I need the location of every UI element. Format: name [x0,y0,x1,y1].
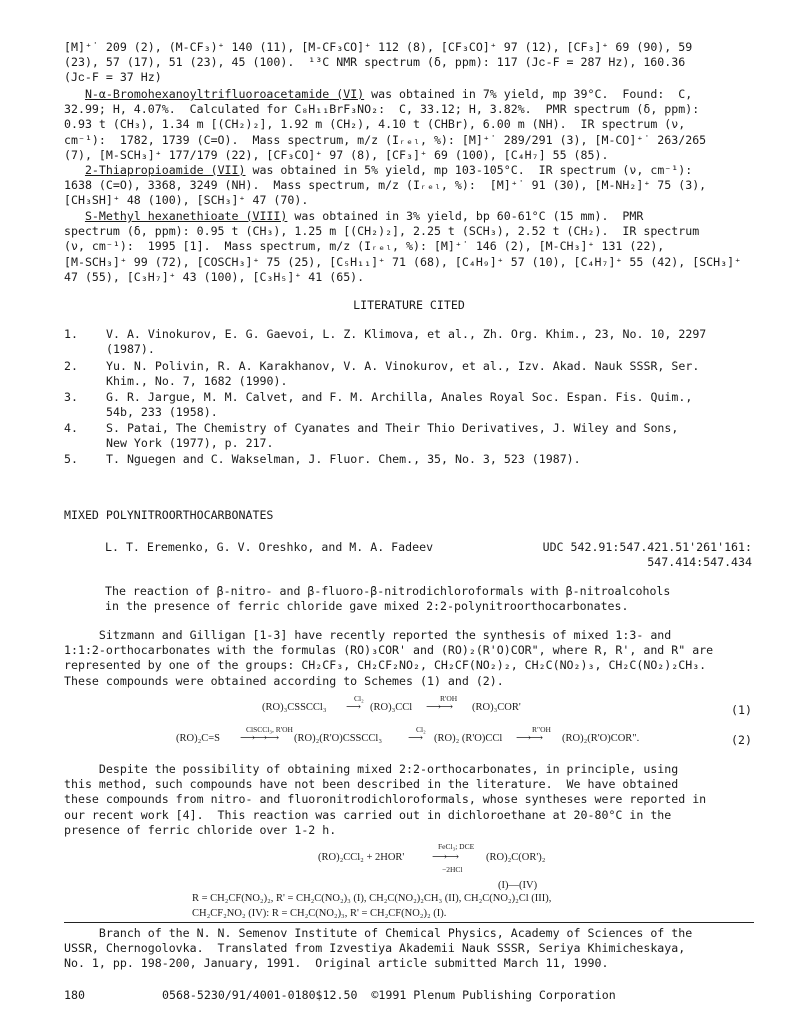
document-page: [M]⁺˙ 209 (2), (M-CF₃)⁺ 140 (11), [M-CF₃CO]⁺ 112 (8), [CF₃CO]⁺ 97 (12), [CF₃]⁺ 69 (90), 59 (23), 57 (17), 51 (23), 45 (100). ¹³C NMR spectrum (δ, ppm): 117 (Jᴄ-F = 287 Hz), 160.36 (Jᴄ-F = 37 Hz) N-α-Bromohexanoyltrifluoroacetamide (VI) was obtained in 7% yield, mp 39°C. Found: C, 32.99; H, 4.07%. Calculated for C₈H₁₁BrF₃NO₂: C, 33.12; H, 3.82%. PMR spectrum (δ, ppm): 0.93 t (CH₃), 1.34 m [(CH₂)₂], 1.92 m (CH₂), 4.10 t (CHBr), 6.00 m (NH). IR spectrum (ν, cm⁻¹): 1782, 1739 (C=O). Mass spectrum, m/z (Iᵣₑₗ, %): [M]⁺˙ 289/291 (3), [M-CO]⁺˙ 263/265 (7), [M-SCH₃]⁺ 177/179 (22), [CF₃CO]⁺ 97 (8), [CF₃]⁺ 69 (100), [C₄H₇] 55 (85). 2-Thiapropioamide (VII) was obtained in 5% yield, mp 103-105°C. IR spectrum (ν, cm⁻¹): 1638 (C=O), 3368, 3249 (NH). Mass spectrum, m/z (Iᵣₑₗ, %): [M]⁺˙ 91 (30), [M-NH₂]⁺ 75 (3), [CH₃SH]⁺ 48 (100), [SCH₃]⁺ 47 (70). S-Methyl hexanethioate (VIII) was obtained in 3% yield, bp 60-61°C (15 mm). PMR spectrum (δ, ppm): 0.95 t (CH₃), 1.25 m [(CH₂)₂], 2.25 t (SCH₃), 2.52 t (CH₂). IR spectrum (ν, cm⁻¹): 1995 [1]. Mass spectrum, m/z (Iᵣₑₗ, %): [M]⁺˙ 146 (2), [M-CH₃]⁺ 131 (22), [M-SCH₃]⁺ 99 (72), [COSCH₃]⁺ 75 (25), [C₅H₁₁]⁺ 71 (68), [C₄H₉]⁺ 57 (10), [C₄H₇]⁺ 55 (42), [SCH₃]⁺ 47 (55), [C₃H₇]⁺ 43 (100), [C₃H₅]⁺ 41 (65). LITERATURE CITED 1. V. A. Vinokurov, E. G. Gaevoi, L. Z. Klimova, et al., Zh. Org. Khim., 23, No. 10, 2297 (1987). 2. Yu. N. Polivin, R. A. Karakhanov, V. A. Vinokurov, et al., Izv. Akad. Nauk SSSR, Ser. Khim., No. 7, 1682 (1990). 3. G. R. Jargue, M. M. Calvet, and F. M. Archilla, Anales Royal Soc. Espan. Fis. Quim., 54b, 233 (1958). 4. S. Patai, The Chemistry of Cyanates and Their Thio Derivatives, J. Wiley and Sons, New York (1977), p. 217. 5. T. Nguegen and C. Wakselman, J. Fluor. Chem., 35, No. 3, 523 (1987). MIXED POLYNITROORTHOCARBONATES L. T. Eremenko, G. V. Oreshko, and M. A. Fadeev UDC 542.91:547.421.51'261'161: 547.414:547.434 The reaction of β-nitro- and β-fluoro-β-nitrodichloroformals with β-nitroalcohols in the presence of ferric chloride gave mixed 2:2-polynitroorthocarbonates. Sitzmann and Gilligan [1-3] have recently reported the synthesis of mixed 1:3- and 1:1:2-orthocarbonates with the formulas (RO)₃COR' and (RO)₂(R'O)COR", where R, R', and R" are represented by one of the groups: CH₂CF₃, CH₂CF₂NO₂, CH₂CF(NO₂)₂, CH₂C(NO₂)₃, CH₂C(NO₂)₂CH₃. These compounds were obtained according to Schemes (1) and (2). (RO)₃CSSCCl₃ Cl₂ ⟶ (RO)₃CCl R'OH ⟶⟶ (RO)₃COR' (1) (RO)₂C=S ClSCCl₃, R'OH ⟶⟶⟶ (RO)₂(R'O)CSSCCl₃ Cl₂ ⟶ (RO)₂ (R'O)CCl R"OH ⟶⟶ (RO)₂(R'O)COR". (2) Despite the possibility of obtaining mixed 2:2-orthocarbonates, in principle, using this method, such compounds have not been described in the literature. We have obtained these compounds from nitro- and fluoronitrodichloroformals, whose syntheses were reported in our recent work [4]. This reaction was carried out in dichloroethane at 20-80°C in the presence of ferric chloride over 1-2 h. (RO)₂CCl₂ + 2HOR' FeCl₃; DCE ⟶⟶ −2HCl (RO)₂C(OR')₂ (I)—(IV) R = CH₂CF(NO₂)₂, R' = CH₂C(NO₂)₃ (I), CH₂C(NO₂)₂CH₃ (II), CH₂C(NO₂)₂Cl (III), CH₂CF₂NO₂ (IV): R = CH₂C(NO₂)₃, R' = CH₂CF(NO₂)₂ (I). Branch of the N. N. Semenov Institute of Chemical Physics, Academy of Sciences of the USSR, Chernogolovka. Translated from Izvestiya Akademii Nauk SSSR, Seriya Khimicheskaya, No. 1, pp. 198-200, January, 1991. Original article submitted March 11, 1990. 180 0568-5230/91/4001-0180$12.50 ©1991 Plenum Publishing Corporation [64,40,752,1002]
article-title: MIXED POLYNITROORTHOCARBONATES [64,508,274,522]
affiliation-footnote: Branch of the N. N. Semenov Institute of Chemical Physics, Academy of Sciences of the USSR, Chernogolovka. Translated from Izvestiya Akademii Nauk SSSR, Seriya Khimicheskaya, No. 1, pp. 198-200, January, 1991. Original article submitted March 11, 1990. [64,926,693,971]
substituent-definitions: R = CH₂CF(NO₂)₂, R' = CH₂C(NO₂)₃ (I), CH₂C(NO₂)₂CH₃ (II), CH₂C(NO₂)₂Cl (III), [192,893,552,904]
product-label: (I)—(IV) [498,880,538,891]
equation-number: (1) [731,703,752,717]
compound-vii-name: 2-Thiapropioamide (VII) [84,163,246,177]
reaction-arrow-icon: ⟶⟶ [516,733,541,744]
reaction-arrow-icon: ⟶⟶ [426,702,451,713]
reaction-scheme-2 [176,725,676,749]
arrow-label: R"OH [532,725,551,734]
literature-heading: LITERATURE CITED [353,298,465,312]
abstract: The reaction of β-nitro- and β-fluoro-β-nitrodichloroformals with β-nitroalcohols in the presence of ferric chloride gave mixed 2:2-polynitroorthocarbonates. [105,584,671,614]
reference-number: 2. [64,359,78,373]
scheme-intermediate: (RO)₂ (R'O)CCl [434,733,503,744]
reference-number: 3. [64,390,78,404]
scheme-reactant: (RO)₃CSSCCl₃ [262,702,327,713]
text-line: 0.93 t (CH₃), 1.34 m [(CH₂)₂], 1.92 m (CH₂), 4.10 t (CHBr), 6.00 m (NH). IR spectrum (ν, [64,117,686,132]
top-spectrum-text [64,40,754,86]
footnote-divider [64,922,754,923]
arrow-label: Cl₂ [354,694,364,703]
arrow-label: R'OH [440,694,458,703]
udc-code: UDC 542.91:547.421.51'261'161: 547.414:547.434 [542,540,752,570]
results-paragraph: Despite the possibility of obtaining mixed 2:2-orthocarbonates, in principle, using this method, such compounds have not been described in the literature. We have obtained these compounds from nitro- and fluoronitrodichloroformals, whose syntheses were reported in our recent work [4]. This reaction was carried out in dichloroethane at 20-80°C in the presence of ferric chloride over 1-2 h. [64,762,707,837]
text-line: [M]⁺˙ 209 (2), (M-CF₃)⁺ 140 (11), [M-CF₃CO]⁺ 112 (8), [CF₃CO]⁺ 97 (12), [CF₃]⁺ 69 (90), 59 [64,40,693,54]
reaction-scheme-1 [262,694,602,718]
text-line: cm⁻¹): 1782, 1739 (C=O). Mass spectrum, m/z (Iᵣₑₗ, %): [M]⁺˙ 289/291 (3), [M-CO]⁺˙ 263/265 [64,132,707,147]
substituent-definitions: CH₂CF₂NO₂ (IV): R = CH₂C(NO₂)₃, R' = CH₂CF(NO₂)₂ (I). [192,908,447,919]
scheme-reactant: (RO)₂CCl₂ + 2HOR' [318,852,405,863]
text-line: [M-SCH₃]⁺ 99 (72), [COSCH₃]⁺ 75 (25), [C₅H₁₁]⁺ 71 (68), [C₄H₉]⁺ 57 (10), [C₄H₇]⁺ 55 (42), [SCH₃]⁺ [64,254,742,269]
intro-paragraph: Sitzmann and Gilligan [1-3] have recently reported the synthesis of mixed 1:3- and 1:1:2-orthocarbonates with the formulas (RO)₃COR' and (RO)₂(R'O)COR", where R, R', and R" are represented by one of the groups: CH₂CF₃, CH₂CF₂NO₂, CH₂CF(NO₂)₂, CH₂C(NO₂)₃, CH₂C(NO₂)₂CH₃. These compounds were obtained according to Schemes (1) and (2). [64,628,714,688]
equation-number: (2) [731,733,752,747]
compound-vi-name: N-α-Bromohexanoyltrifluoroacetamide (VI) [84,87,365,101]
arrow-label: −2HCl [442,865,463,874]
text-line: was obtained in 3% yield, bp 60-61°C (15 mm). PMR [287,209,644,223]
reaction-arrow-icon: ⟶ [408,733,424,744]
text-line: [CH₃SH]⁺ 48 (100), [SCH₃]⁺ 47 (70). [64,193,309,208]
compound-viii-paragraph [64,209,754,285]
compound-vi-paragraph [64,87,754,163]
text-line: was obtained in 5% yield, mp 103-105°C. IR spectrum (ν, cm⁻¹): [245,163,693,177]
text-line: 32.99; H, 4.07%. Calculated for C₈H₁₁BrF₃NO₂: C, 33.12; H, 3.82%. PMR spectrum (δ, ppm): [64,102,700,117]
authors: L. T. Eremenko, G. V. Oreshko, and M. A. Fadeev [105,540,434,554]
reaction-arrow-icon: ⟶ [346,702,362,713]
scheme-intermediate: (RO)₃CCl [370,702,413,713]
compound-vii-paragraph [64,163,754,209]
scheme-product: (RO)₂C(OR')₂ [486,852,546,863]
scheme-reactant: (RO)₂C=S [176,733,221,744]
reference-number: 5. [64,452,78,466]
text-line: (Jᴄ-F = 37 Hz) [64,70,162,85]
reference-number: 4. [64,421,78,435]
reaction-arrow-icon: ⟶⟶ [432,852,457,863]
arrow-label: Cl₂ [416,725,426,734]
text-line: spectrum (δ, ppm): 0.95 t (CH₃), 1.25 m [(CH₂)₂], 2.25 t (SCH₃), 2.52 t (CH₂). IR spectrum [64,224,700,239]
compound-viii-name: S-Methyl hexanethioate (VIII) [84,209,288,223]
publisher-footer: 0568-5230/91/4001-0180$12.50 ©1991 Plenum Publishing Corporation [162,988,616,1002]
reaction-arrow-icon: ⟶⟶⟶ [240,733,277,744]
reaction-scheme-3 [318,842,618,882]
page-number: 180 [64,988,85,1002]
text-line: (7), [M-SCH₃]⁺ 177/179 (22), [CF₃CO]⁺ 97 (8), [CF₃]⁺ 69 (100), [C₄H₇] 55 (85). [64,147,609,162]
text-line: 1638 (C=O), 3368, 3249 (NH). Mass spectrum, m/z (Iᵣₑₗ, %): [M]⁺˙ 91 (30), [M-NH₂]⁺ 75 (3), [64,178,707,193]
scheme-product: (RO)₃COR' [472,702,521,713]
arrow-label: ClSCCl₃, R'OH [246,725,293,734]
text-line: 47 (55), [C₃H₇]⁺ 43 (100), [C₃H₅]⁺ 41 (65). [64,269,365,284]
scheme-product: (RO)₂(R'O)COR". [562,733,640,744]
text-line: (ν, cm⁻¹): 1995 [1]. Mass spectrum, m/z (Iᵣₑₗ, %): [M]⁺˙ 146 (2), [M-CH₃]⁺ 131 (22), [64,239,665,254]
text-line: (23), 57 (17), 51 (23), 45 (100). ¹³C NMR spectrum (δ, ppm): 117 (Jᴄ-F = 287 Hz), 160.36 [64,55,686,70]
arrow-label: FeCl₃; DCE [438,842,475,851]
scheme-intermediate: (RO)₂(R'O)CSSCCl₃ [294,733,382,744]
reference-number: 1. [64,327,78,341]
text-line: was obtained in 7% yield, mp 39°C. Found: C, [364,87,693,101]
